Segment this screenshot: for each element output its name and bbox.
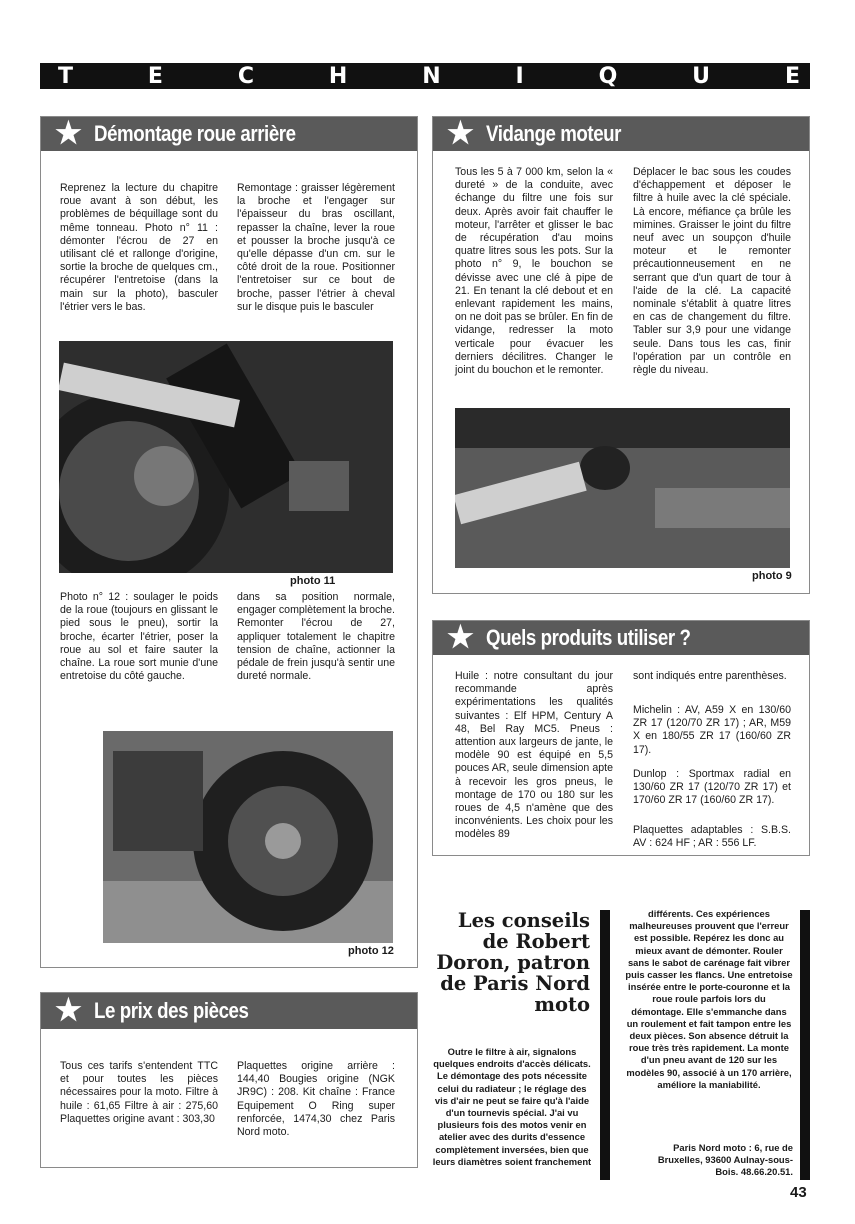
conseils-bar-left (600, 910, 610, 1180)
conseils-col1: Outre le filtre à air, signalons quelques endroits d'accès délicats. Le démontage des pots nécessite celui du radiateur ; le réglage des vis d'air ne peut se faire qu'à l'aide d'un tournevis spécial. J'ai vu plusieurs fois des motos venir en atelier avec des durits d'essence complètement inversées, bien que leurs diamètres soient franchement (432, 1046, 592, 1167)
star-icon: ★ (55, 117, 82, 150)
star-icon: ★ (447, 621, 474, 654)
page-number: 43 (790, 1184, 807, 1201)
prix-col2: Plaquettes origine arrière : 144,40 Bougies origine (NGK JR9C) : 208. Kit chaîne : France Equipement O Ring super renforcée, 1474,30 chez Paris Nord moto. (237, 1060, 395, 1139)
header-letter: N (422, 63, 441, 89)
photo-9 (455, 408, 790, 568)
header-letter: E (784, 63, 800, 89)
header-letter: E (147, 63, 163, 89)
section-title: Le prix des pièces (93, 998, 249, 1023)
header-letter: Q (598, 63, 618, 89)
photo-11 (59, 341, 393, 573)
demontage-col2: Remontage : graisser légèrement la broche et l'engager sur l'épaisseur du bras oscillant, repasser la chaîne, lever la roue et pousser la broche jusqu'à ce qu'elle dépasse d'un cm. sur le côté droit de la roue. Positionner l'entretoiser sur ce bout de broche, passer l'étrier à cheval sur le disque puis le basculer (237, 182, 395, 313)
photo-12-caption: photo 12 (348, 945, 394, 957)
vidange-col1: Tous les 5 à 7 000 km, selon la « dureté » de la conduite, avec échange du filtre une fois sur deux. Après avoir fait chauffer le moteur, l'arrêter et glisser le bac de récupération d'au moins quatre litres sous les pots. Sur la photo n° 9, le bouchon se dévisse avec une clé à pipe de 21. En tenant la clé debout et en enlevant rapidement les mains, on ne doit pas se brûler. En fin de vidange, redresser la moto verticale pour évacuer les derniers décilitres. Changer le joint du bouchon et le remonter. (455, 166, 613, 377)
prix-col1: Tous ces tarifs s'entendent TTC et pour toutes les pièces nécessaires pour la moto. Filtre à huile : 61,65 Filtre à air : 275,60 Plaquettes origine avant : 303,30 (60, 1060, 218, 1125)
header-letter: I (515, 63, 524, 89)
section-title-bar (433, 117, 809, 151)
photo-11-caption: photo 11 (290, 575, 336, 587)
photo-12 (103, 731, 393, 943)
header-letter: H (328, 63, 348, 89)
vidange-col2: Déplacer le bac sous les coudes d'échappement et déposer le filtre à huile avec la clé spéciale. Là encore, méfiance ça brûle les mimines. Graisser le joint du filtre neuf avec un soupçon d'huile moteur et le remonter précautionneusement en ne serrant que d'un quart de tour à l'aide de la clé. La capacité nominale s'établit à quatre litres en cas de changement du filtre. Tabler sur 3,9 pour une vidange seule. Dans tous les cas, finir l'opération par un contrôle en règle du niveau. (633, 166, 791, 377)
conseils-bar-right (800, 910, 810, 1180)
section-title: Vidange moteur (485, 121, 621, 146)
conseils-title: Les conseils de Robert Doron, patron de Paris Nord moto (436, 909, 590, 1016)
photo-9-caption: photo 9 (752, 570, 792, 582)
star-icon: ★ (55, 994, 82, 1027)
section-title: Démontage roue arrière (93, 121, 296, 146)
produits-col2b: Michelin : AV, A59 X en 130/60 ZR 17 (120/70 ZR 17) ; AR, M59 X en 180/55 ZR 17 (160/60 ZR 17). (633, 704, 791, 756)
header-letter: U (692, 63, 711, 89)
demontage-col1: Reprenez la lecture du chapitre roue avant à son début, les problèmes de béquillage sont du même tonneau. Photo n° 11 : démonter l'écrou de 27 en utilisant clé et rallonge d'origine, sortie la broche de quelques cm., récupérer l'entretoise (dans la main sur la photo), basculer l'étrier vers le bas. (60, 182, 218, 313)
produits-col1: Huile : notre consultant du jour recommande après expérimentations les qualités suivantes : Elf HPM, Century A 48, Bel Ray MC5. Pneus : attention aux largeurs de jante, le modèle 90 est équipé en 5,5 pouces AR, seule dimension apte à recevoir les gros pneus, le montage de 170 ou 180 sur les roues de 4,5 n'amène que des inconvénients. Les choix pour les modèles 89 (455, 670, 613, 841)
section-title-bar (433, 621, 809, 655)
section-title: Quels produits utiliser ? (485, 625, 691, 650)
conseils-address: Paris Nord moto : 6, rue de Bruxelles, 93600 Aulnay-sous-Bois. 48.66.20.51. (657, 1142, 793, 1178)
produits-col2d: Plaquettes adaptables : S.B.S. AV : 624 HF ; AR : 556 LF. (633, 824, 791, 850)
header-letter: C (237, 63, 254, 89)
produits-col2a: sont indiqués entre parenthèses. (633, 670, 787, 682)
header-letter: T (58, 63, 74, 89)
star-icon: ★ (447, 117, 474, 150)
section-title-bar (41, 117, 417, 151)
photo-11-image (59, 341, 393, 573)
section-title-bar (41, 993, 417, 1029)
demontage-col3: Photo n° 12 : soulager le poids de la roue (toujours en glissant le pied sous le pneu), sortir la broche, écarter l'étrier, poser la roue au sol et faire sauter la chaîne. La roue sort munie d'une entretoise du côté gauche. (60, 591, 218, 683)
produits-col2c: Dunlop : Sportmax radial en 130/60 ZR 17 (120/70 ZR 17) et 170/60 ZR 17 (160/60 ZR 17). (633, 768, 791, 807)
demontage-col4: dans sa position normale, engager complètement la broche. Remonter l'écrou de 27, appliquer totalement le chapitre tension de chaîne, actionner la pédale de frein jusqu'à sentir une dureté normale. (237, 591, 395, 683)
photo-9-image (455, 408, 790, 568)
photo-12-image (103, 731, 393, 943)
conseils-col2: différents. Ces expériences malheureuses prouvent que l'erreur est possible. Repérez les donc au mieux avant de démonter. Rouler sans le sabot de carénage fait vibrer puis casser les flancs. Une entretoise insérée entre le porte-couronne et la roue roule parfois lors du démontage. Elle s'emmanche dans un roulement et fait tampon entre les deux pièces. Son absence détruit la roue très très rapidement. La monte d'un pneu avant de 120 sur les modèles 90, associé à un 170 arrière, améliore la maniabilité. (625, 908, 793, 1090)
technique-header-band (40, 63, 810, 89)
